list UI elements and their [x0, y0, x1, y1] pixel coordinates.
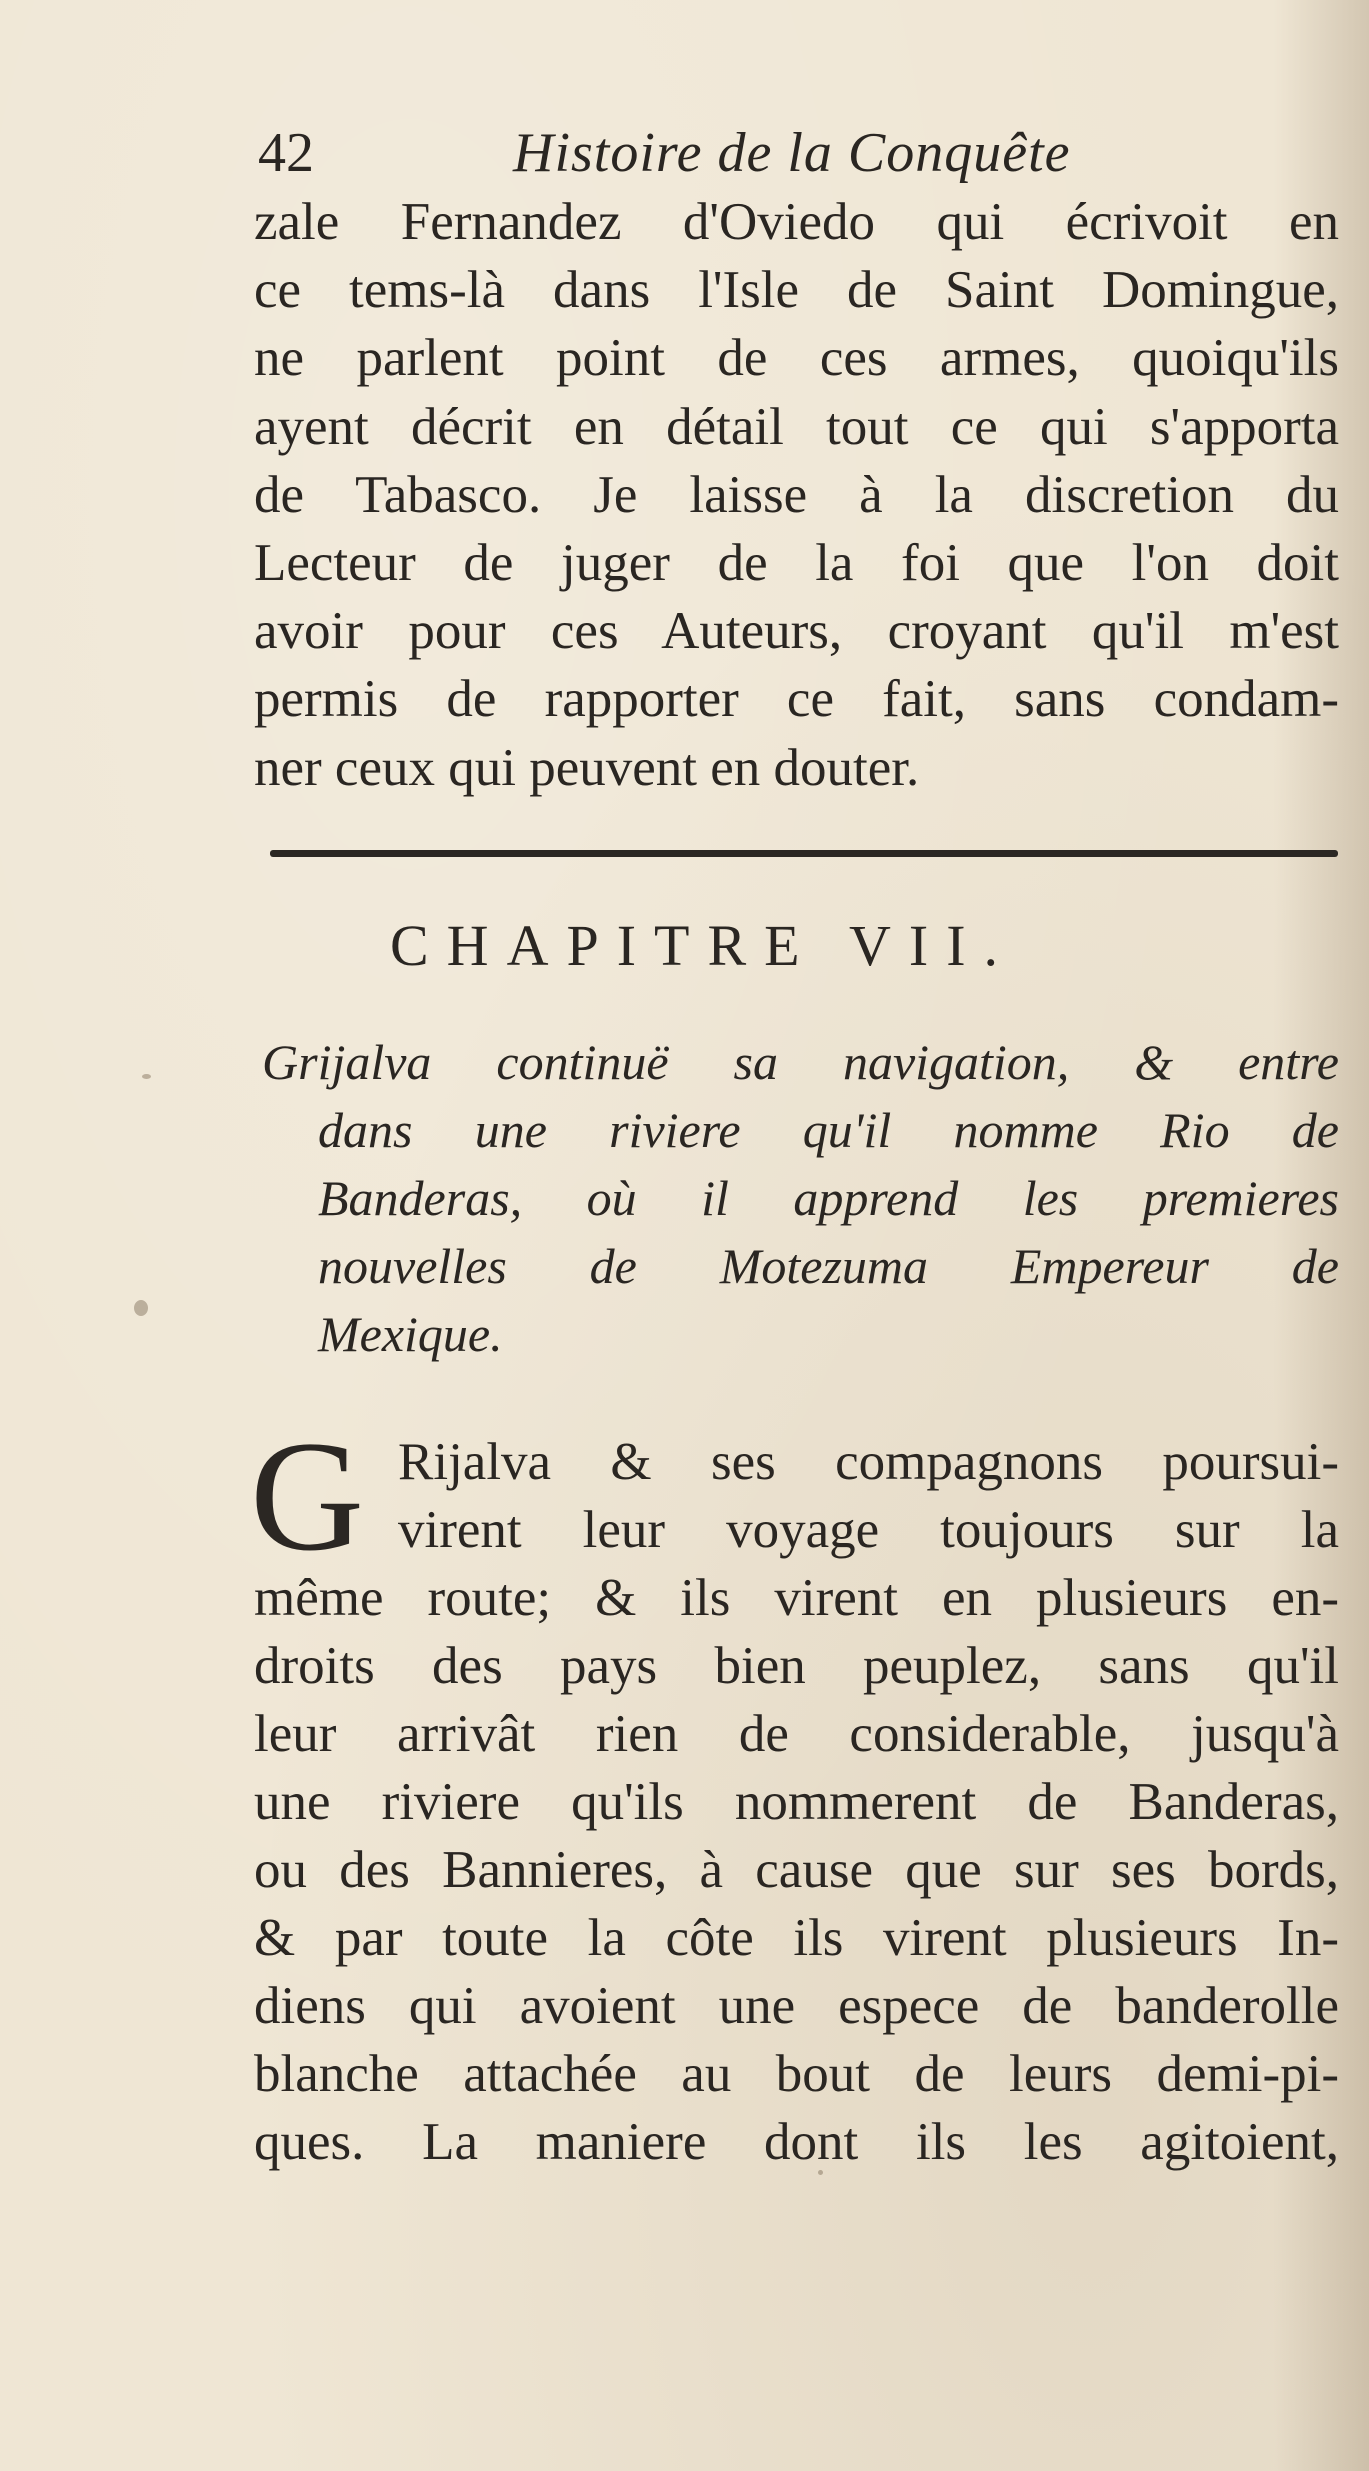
- summary-line: nouvelles de Motezuma Empereur de: [318, 1238, 1339, 1294]
- summary-line: Mexique.: [318, 1306, 503, 1362]
- chapter-title: CHAPITRE VII.: [390, 913, 1017, 978]
- summary-line: Banderas, où il apprend les premieres: [318, 1170, 1339, 1226]
- text-line: ne parlent point de ces armes, quoiqu'ils: [254, 329, 1339, 388]
- text-line: ayent décrit en détail tout ce qui s'apporta: [254, 397, 1339, 456]
- text-line: virent leur voyage toujours sur la: [398, 1501, 1339, 1559]
- text-line: ner ceux qui peuvent en douter.: [254, 738, 920, 797]
- text-line: diens qui avoient une espece de banderolle: [254, 1977, 1339, 2035]
- text-line: avoir pour ces Auteurs, croyant qu'il m'est: [254, 602, 1339, 661]
- paragraph-body: [254, 1564, 1339, 2176]
- paragraph-opening-lines: [398, 1428, 1339, 1564]
- drop-cap: G: [250, 1409, 365, 1584]
- page-number: 42: [258, 122, 314, 184]
- chapter-summary: [262, 1028, 1339, 1368]
- page-header: [258, 118, 1158, 188]
- text-line: Lecteur de juger de la foi que l'on doit: [254, 533, 1339, 592]
- section-divider: [270, 850, 1338, 857]
- paper-speck: [134, 1300, 148, 1316]
- text-line: de Tabasco. Je laisse à la discretion du: [254, 465, 1339, 524]
- text-line: ou des Bannieres, à cause que sur ses bords,: [254, 1841, 1339, 1899]
- text-line: & par toute la côte ils virent plusieurs In-: [254, 1909, 1339, 1967]
- paragraph-continued: [254, 188, 1339, 802]
- text-line: Rijalva & ses compagnons poursui-: [398, 1433, 1339, 1491]
- running-title: Histoire de la Conquête: [513, 122, 1071, 184]
- text-line: une riviere qu'ils nommerent de Banderas,: [254, 1773, 1339, 1831]
- paper-speck: [142, 1074, 151, 1079]
- summary-line: dans une riviere qu'il nomme Rio de: [318, 1102, 1339, 1158]
- text-line: blanche attachée au bout de leurs demi-pi-: [254, 2045, 1339, 2103]
- summary-line: Grijalva continuë sa navigation, & entre: [262, 1034, 1339, 1090]
- text-line: même route; & ils virent en plusieurs en-: [254, 1569, 1339, 1627]
- text-line: zale Fernandez d'Oviedo qui écrivoit en: [254, 193, 1339, 251]
- text-line: ce tems-là dans l'Isle de Saint Domingue,: [254, 261, 1339, 320]
- paper-speck: [818, 2170, 823, 2175]
- text-line: droits des pays bien peuplez, sans qu'il: [254, 1637, 1339, 1695]
- text-line: leur arrivât rien de considerable, jusqu'à: [254, 1705, 1339, 1763]
- text-line: ques. La maniere dont ils les agitoient,: [254, 2113, 1339, 2171]
- text-line: permis de rapporter ce fait, sans condam-: [254, 670, 1339, 729]
